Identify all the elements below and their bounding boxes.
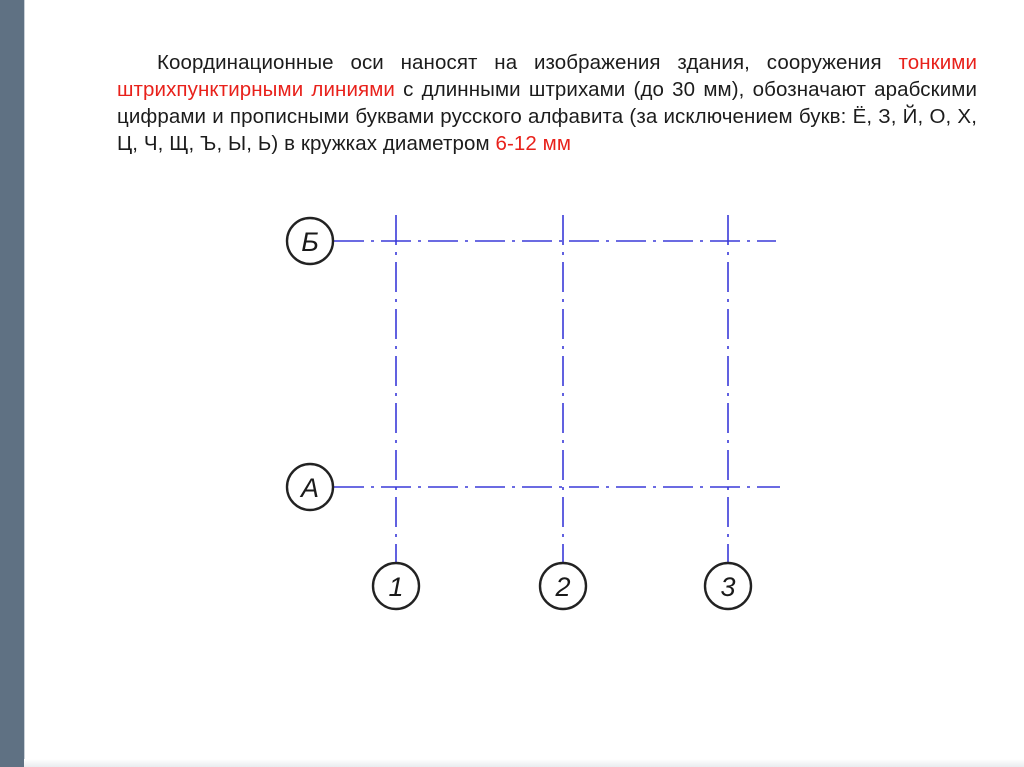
highlight-thin-lines: тонкими штрихпунктирными линиями bbox=[117, 50, 977, 101]
paragraph-text-1: Координационные оси наносят на изображения здания, сооружения bbox=[157, 50, 899, 74]
axis-label-3: 3 bbox=[720, 572, 736, 602]
axis-label-b: Б bbox=[301, 227, 319, 257]
axis-label-1: 1 bbox=[388, 572, 404, 602]
paragraph-text-2: с длинными штрихами (до 30 мм), обозначают арабскими цифрами и прописными буквами русского алфавита (за исключением букв: Ё, З, Й, О, Х, Ц, Ч, Щ, Ъ, Ы, Ь) в кружках диаметром bbox=[117, 77, 977, 155]
axis-marker-b bbox=[287, 218, 333, 264]
axis-marker-2 bbox=[540, 563, 586, 609]
axis-marker-3 bbox=[705, 563, 751, 609]
axis-marker-1 bbox=[373, 563, 419, 609]
highlight-diameter: 6-12 мм bbox=[495, 131, 572, 155]
axis-label-2: 2 bbox=[555, 572, 571, 602]
axis-label-a: А bbox=[300, 473, 320, 503]
axis-marker-a bbox=[287, 464, 333, 510]
